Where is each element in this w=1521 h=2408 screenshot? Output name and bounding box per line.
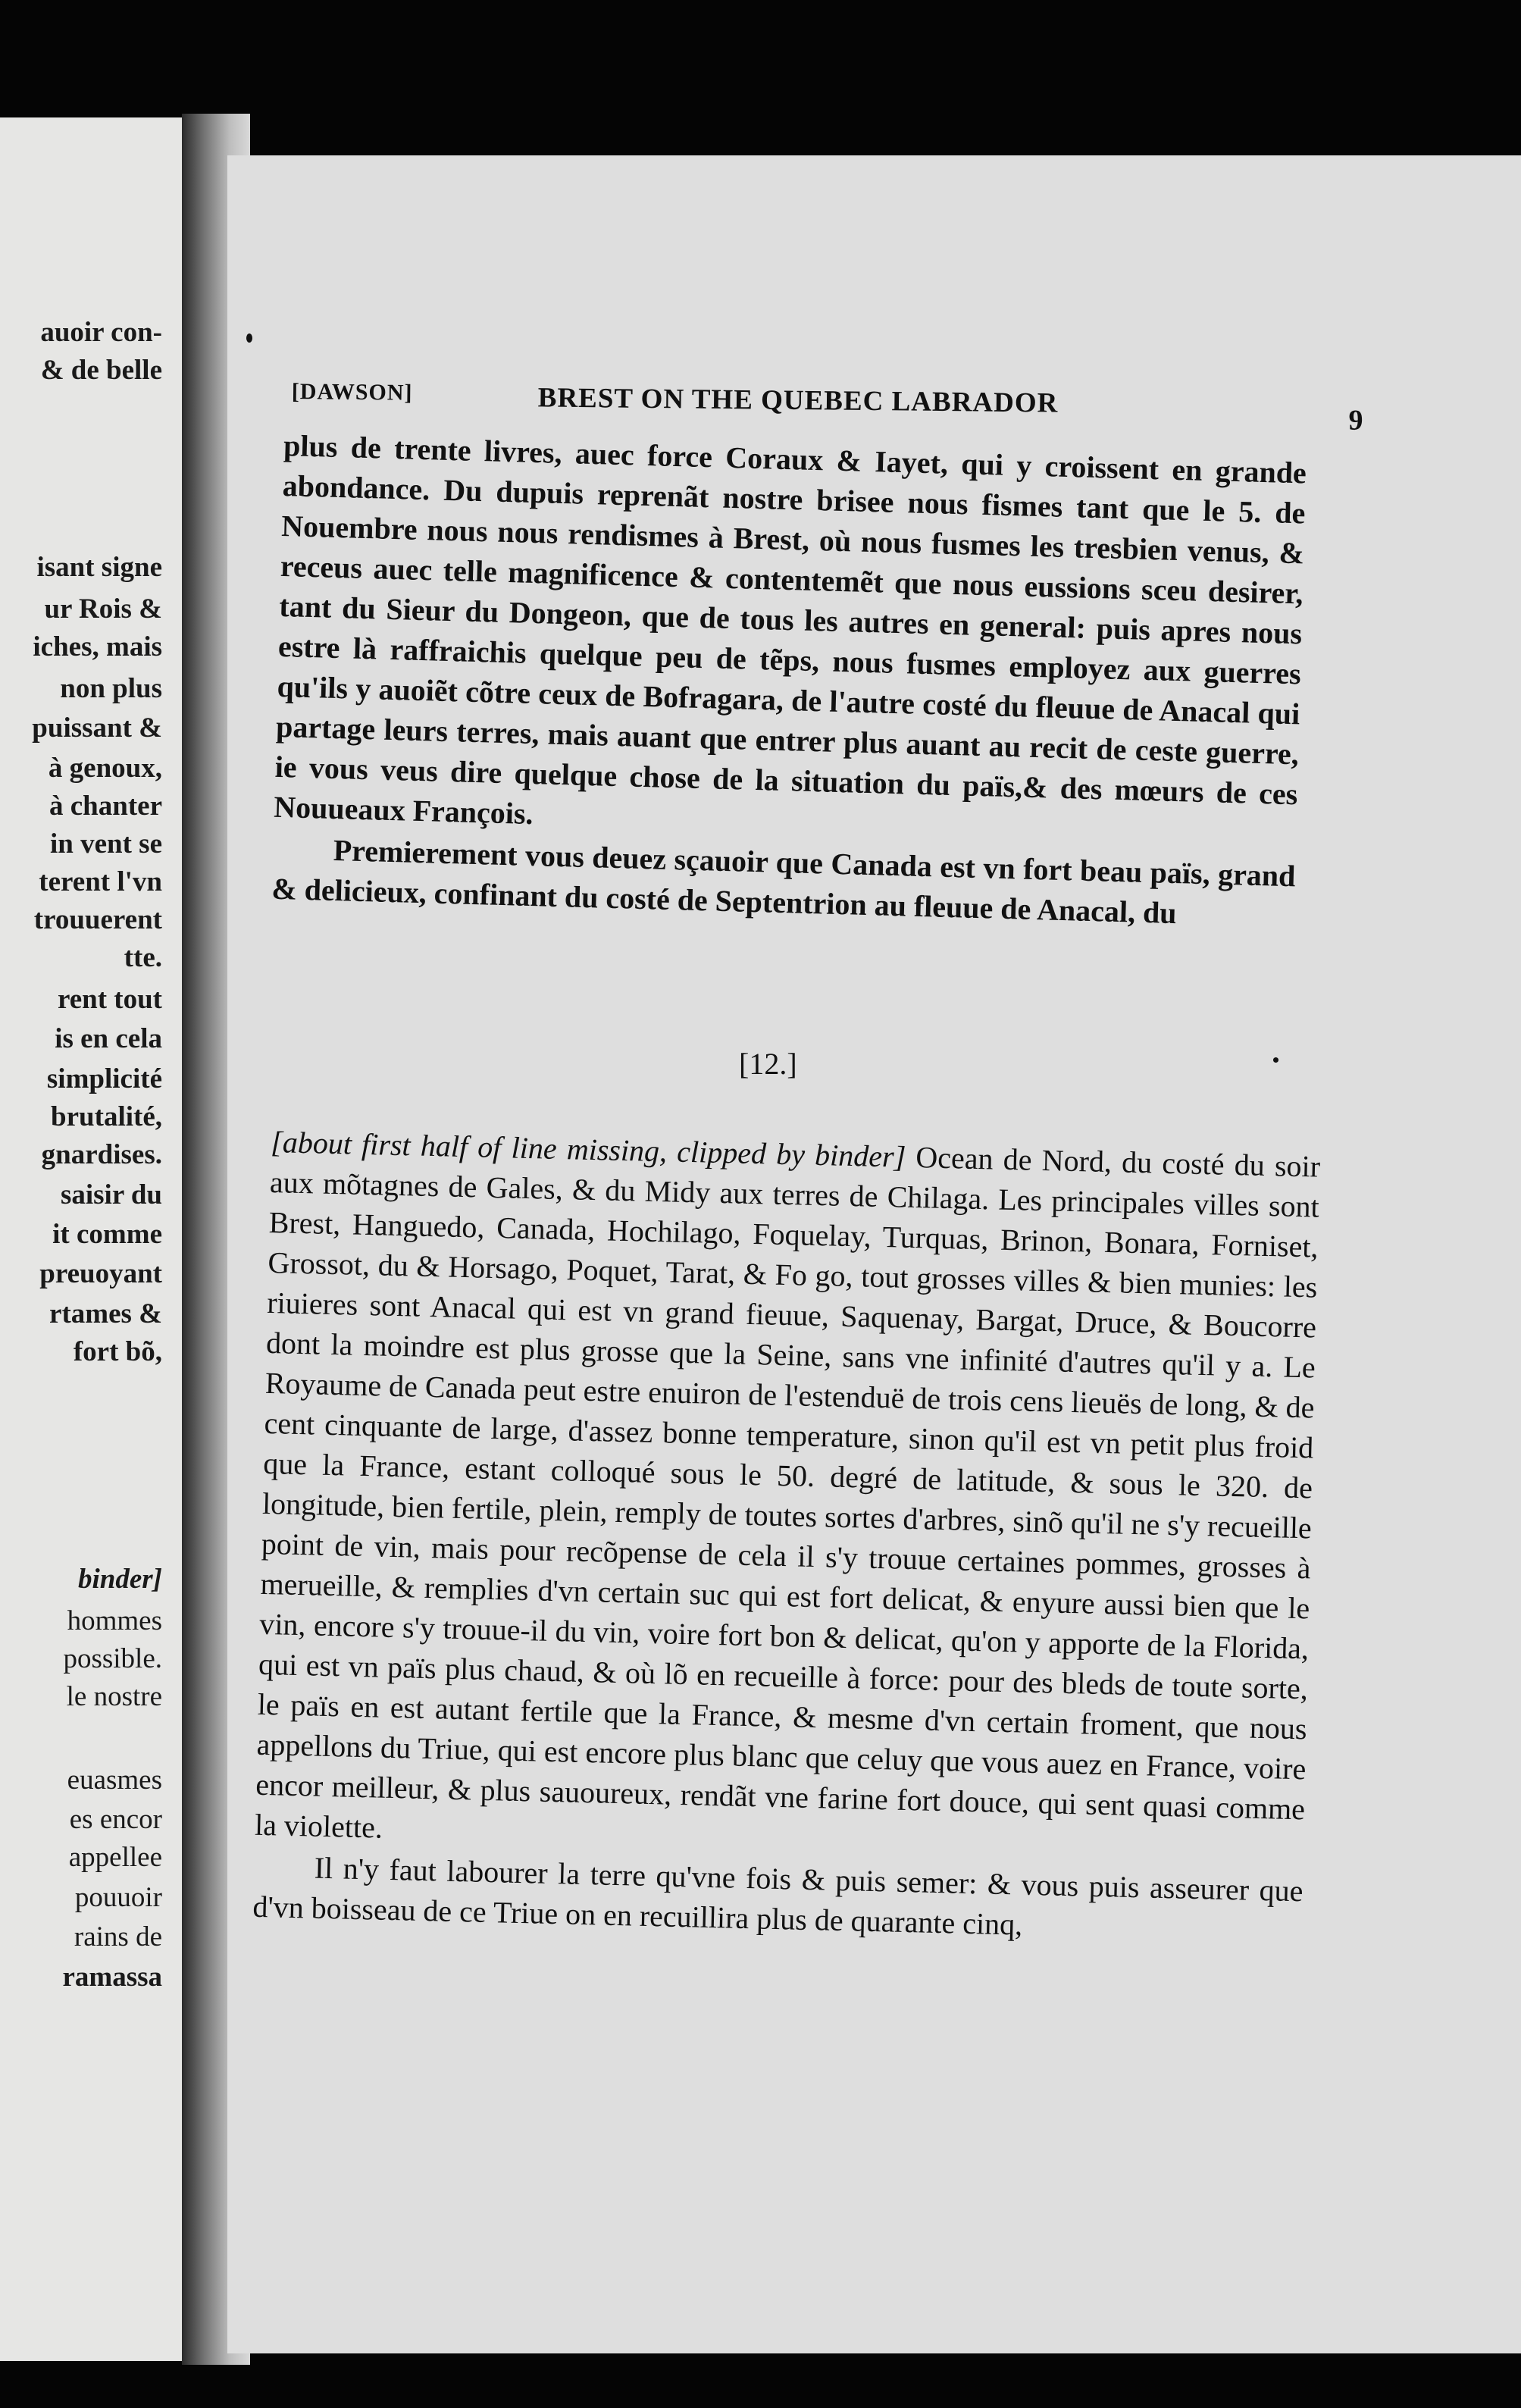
left-page-line: auoir con- bbox=[40, 317, 162, 348]
text-block-bottom bbox=[252, 1122, 1321, 1951]
paragraph-text: Ocean de Nord, du costé du soir aux mõtagnes de Gales, & du Midy aux terres de Chilaga. Les principales villes sont Brest, Hanguedo, Canada, Hochilago, Foquelay, Turquas, Brinon, Bonara, Forniset, Grossot, du & Horsago, Poquet, Tarat, & Fo go, tout grosses villes & bien munies: les riuieres sont Anacal qui est vn grand fieuue, Saquenay, Bargat, Druce, & Boucorre dont la moindre est plus grosse que la Seine, sans vne infinité d'autres qu'il y a. Le Royaume de Canada peut estre enuiron de l'estenduë de trois cens lieuës de long, & de cent cinquante de large, d'assez bonne temperature, sinon qu'il est vn petit plus froid que la France, estant colloqué sous le 50. degré de latitude, & sous le 320. de longitude, bien fertile, plein, remply de toutes sortes d'arbres, sinõ qu'il ne s'y recueille point de vin, mais pour recõpense de cela il s'y trouue certaines pommes, grosses à merueille, & remplies d'vn certain suc qui est fort delicat, & enyure aussi bien que le vin, encore s'y trouue-il du vin, voire fort bon & delicat, qu'on y apporte de la Florida, qui est vn païs plus chaud, & où lõ en recueille à force: pour des bleds de toute sorte, le païs en est autant fertile que la France, & mesme d'vn certain froment, que nous appellons du Triue, qui est encore plus blanc que celuy que vous auez en France, voire encor meilleur, & plus sauoureux, rendãt vne farine fort douce, qui sent quasi comme la violette. bbox=[254, 1139, 1321, 1845]
left-page-line: ur Rois & bbox=[44, 593, 162, 625]
left-page-line: preuoyant bbox=[39, 1258, 162, 1289]
editorial-note: [about first half of line missing, clipped by binder] bbox=[270, 1124, 906, 1174]
left-page-line: es encor bbox=[69, 1804, 162, 1835]
main-page bbox=[227, 155, 1521, 2353]
running-head-author: [DAWSON] bbox=[291, 379, 413, 406]
left-page-line: simplicité bbox=[46, 1063, 162, 1094]
text-block-top bbox=[271, 425, 1307, 936]
left-page-line: is en cela bbox=[55, 1023, 162, 1054]
left-page-line: euasmes bbox=[67, 1765, 162, 1796]
left-page-line: terent l'vn bbox=[39, 866, 162, 897]
paragraph: plus de trente livres, auec force Coraux & Iayet, qui y croissent en grande abondance. Du dupuis reprenãt nostre brisee nous fismes tant que le 5. de Nouembre nous nous rendismes à Brest, où nous fusmes les tresbien venus, & receus auec telle magnificence & contentemẽt que nous eussions sceu desirer, tant du Sieur du Dongeon, que de tous les autres en general: puis apres nous estre là raffraichis quelque peu de tẽps, nous fusmes employez aux guerres qu'ils y auoiẽt cõtre ceux de Bofragara, de l'autre costé du fleuue de Anacal qui partage leurs terres, mais auant que entrer plus auant au recit de ceste guerre, ie vous veus dire quelque chose de la situation du païs,& des mœurs de ces Nouueaux François. bbox=[273, 427, 1307, 831]
left-page-line: ramassa bbox=[62, 1962, 162, 1993]
paragraph: Il n'y faut labourer la terre qu'vne fois & puis semer: & vous puis asseurer que d'vn boisseau de ce Triue on en recuillira plus de quarante cinq, bbox=[252, 1850, 1303, 1942]
left-page-line: pouuoir bbox=[74, 1882, 162, 1913]
left-page-line: à genoux, bbox=[48, 753, 162, 784]
ink-speck bbox=[1273, 1057, 1278, 1063]
running-head-title: BREST ON THE QUEBEC LABRADOR bbox=[537, 382, 1059, 419]
left-page-line: binder] bbox=[78, 1564, 162, 1595]
left-page-line: trouuerent bbox=[33, 904, 162, 935]
left-page-line: brutalité, bbox=[51, 1101, 162, 1132]
left-page-line: rains de bbox=[74, 1921, 162, 1952]
left-page-line: iches, mais bbox=[33, 631, 162, 662]
left-page-line: it comme bbox=[52, 1219, 162, 1250]
left-page-line: isant signe bbox=[36, 552, 162, 583]
left-page-line: gnardises. bbox=[41, 1139, 162, 1170]
left-page-line: saisir du bbox=[60, 1179, 162, 1210]
left-page-line: rent tout bbox=[57, 984, 162, 1015]
paragraph bbox=[255, 1122, 1321, 1869]
left-page-line: in vent se bbox=[50, 828, 162, 860]
ink-speck bbox=[246, 333, 252, 343]
page-number: 9 bbox=[1348, 404, 1363, 437]
original-page-marker: [12.] bbox=[739, 1047, 797, 1081]
left-page-line: hommes bbox=[67, 1605, 162, 1636]
left-page-line: rtames & bbox=[49, 1298, 162, 1329]
left-page-line: tte. bbox=[124, 942, 162, 973]
left-page-line: fort bõ, bbox=[73, 1336, 162, 1367]
left-page-line: non plus bbox=[60, 673, 162, 704]
running-header bbox=[291, 379, 1474, 437]
paragraph: Premierement vous deuez sçauoir que Canada est vn fort beau païs, grand & delicieux, confinant du costé de Septentrion au fleuue de Anacal, du bbox=[271, 832, 1297, 931]
left-page-line: possible. bbox=[63, 1643, 162, 1674]
left-facing-page bbox=[0, 117, 199, 2361]
left-page-line: puissant & bbox=[32, 712, 162, 744]
left-page-line: appellee bbox=[68, 1842, 162, 1873]
left-page-line: & de belle bbox=[40, 355, 162, 386]
left-page-line: à chanter bbox=[49, 791, 162, 822]
left-page-line: le nostre bbox=[66, 1681, 162, 1712]
